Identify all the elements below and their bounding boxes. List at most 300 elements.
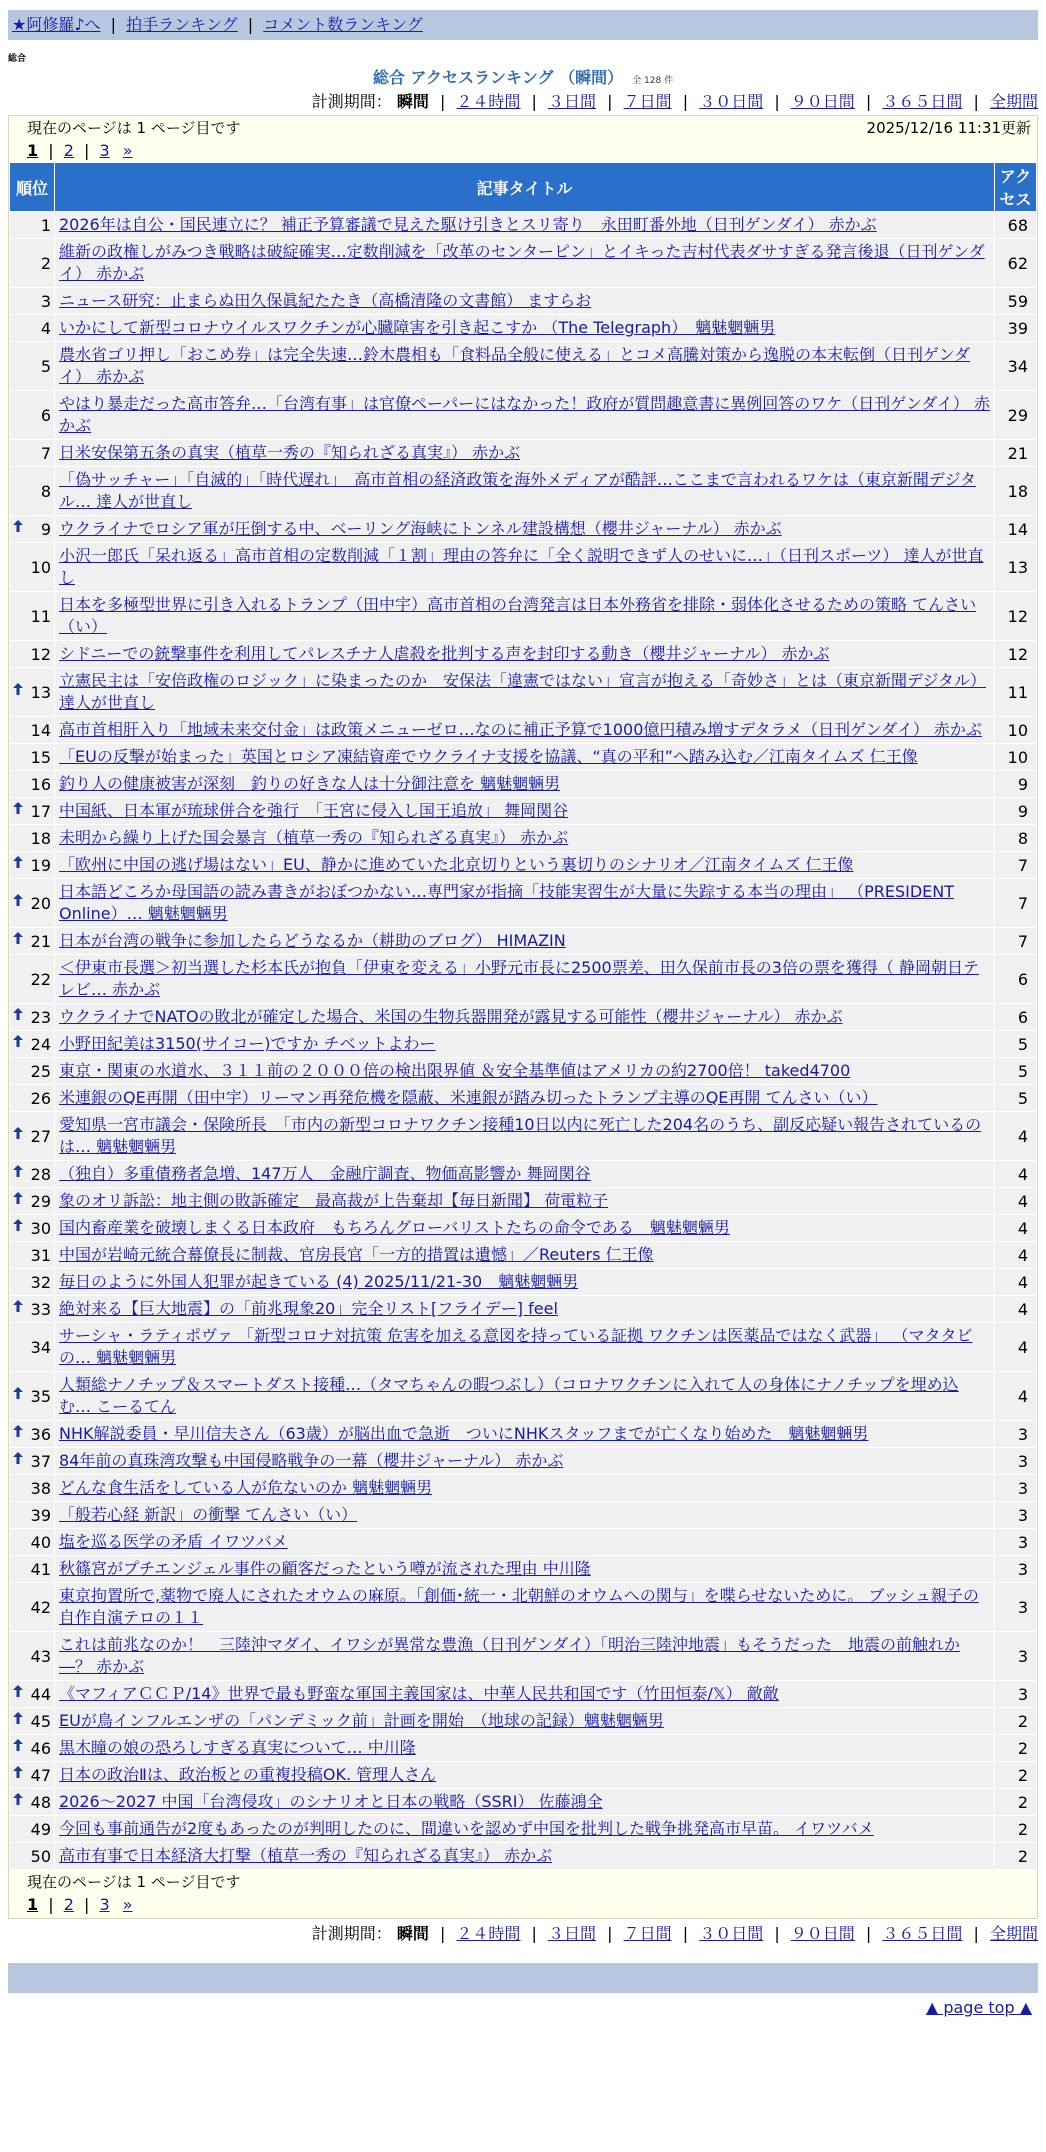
title-cell: [55, 1789, 995, 1816]
rank-cell: [10, 1323, 55, 1372]
title-cell: [55, 1529, 995, 1556]
ranking-table-body: [10, 212, 1037, 1870]
period-separator: |: [607, 92, 613, 111]
pager-current-page: 1: [27, 141, 39, 160]
article-link[interactable]: 毎日のように外国人犯罪が起きている (4) 2025/11/21-30 魑魅魍魎男: [59, 1272, 579, 1291]
rank-cell: [10, 1242, 55, 1269]
title-cell: [55, 1112, 995, 1161]
article-link[interactable]: 高市有事で日本経済大打撃（植草一秀の『知られざる真実』） 赤かぶ: [59, 1846, 553, 1865]
title-cell: [55, 1031, 995, 1058]
article-link[interactable]: 未明から繰り上げた国会暴言（植草一秀の『知られざる真実』） 赤かぶ: [59, 828, 569, 847]
title-cell: [55, 955, 995, 1004]
article-link[interactable]: 小沢一郎氏「呆れ返る」高市首相の定数削減「１割」理由の答弁に「全く説明できず人のせいに…」（日刊スポーツ） 達人が世直し: [59, 546, 984, 587]
updated-timestamp: 2025/12/16 11:31更新: [866, 119, 1031, 137]
access-count: 3: [995, 1502, 1037, 1529]
title-cell: [55, 1296, 995, 1323]
rank-cell: [10, 1161, 55, 1188]
table-row: [10, 1843, 1037, 1870]
table-row: [10, 717, 1037, 744]
up-arrow-icon: [11, 1192, 23, 1208]
nav-link-applause-ranking[interactable]: 拍手ランキング: [126, 15, 238, 34]
article-link[interactable]: 東京・関東の水道水、３１１前の２０００倍の検出限界値 ＆安全基準値はアメリカの約2700倍！ taked4700: [59, 1061, 851, 1080]
rank-number: 36: [30, 1424, 51, 1444]
access-count: 9: [995, 771, 1037, 798]
title-cell: [55, 315, 995, 342]
rank-cell: [10, 1296, 55, 1323]
article-link[interactable]: 日本語どころか母国語の読み書きがおぼつかない…専門家が指摘「技能実習生が大量に失踪する本当の理由」 （PRESIDENT Online）… 魑魅魍魎男: [59, 882, 955, 923]
title-cell: [55, 1708, 995, 1735]
table-row: [10, 212, 1037, 239]
period-link-3d[interactable]: ３日間: [548, 92, 597, 111]
article-link[interactable]: ニュース研究：止まらぬ田久保眞紀たたき（高橋清隆の文書館） ますらお: [59, 291, 592, 310]
pager-current-page-bottom: 1: [27, 1895, 39, 1914]
table-row: [10, 852, 1037, 879]
rank-cell: [10, 717, 55, 744]
up-arrow-icon: [11, 1387, 23, 1403]
article-link[interactable]: 日米安保第五条の真実（植草一秀の『知られざる真実』） 赤かぶ: [59, 443, 521, 462]
access-count: 9: [995, 798, 1037, 825]
rank-number: 6: [40, 405, 51, 425]
period-link-90d[interactable]: ９０日間: [790, 92, 855, 111]
rank-cell: [10, 955, 55, 1004]
title-cell: [55, 1215, 995, 1242]
period-link-3d-bottom[interactable]: ３日間: [548, 1924, 597, 1943]
article-link[interactable]: サーシャ・ラティポヴァ 「新型コロナ対抗策 危害を加える意図を持っている証拠 ワクチンは医薬品ではなく武器」 （マタタビの… 魑魅魍魎男: [59, 1326, 973, 1367]
access-count: 4: [995, 1372, 1037, 1421]
pager-status-bottom: 現在のページは 1 ページ目です: [27, 1873, 241, 1891]
access-count: 4: [995, 1215, 1037, 1242]
rank-number: 12: [30, 644, 51, 664]
access-count: 14: [995, 516, 1037, 543]
table-row: [10, 1372, 1037, 1421]
nav-separator: |: [110, 15, 117, 34]
table-row: [10, 825, 1037, 852]
up-arrow-icon: [11, 1300, 23, 1316]
period-selector-top: [8, 91, 1038, 113]
article-link[interactable]: 「欧州に中国の逃げ場はない」EU、静かに進めていた北京切りという裏切りのシナリオ／江南タイムズ 仁王像: [59, 855, 854, 874]
up-arrow-icon: [11, 1712, 23, 1728]
rank-number: 16: [30, 774, 51, 794]
article-link[interactable]: 中国紙、日本軍が琉球併合を強行 「王宮に侵入し国王追放」 舞岡関谷: [59, 801, 569, 820]
article-link[interactable]: これは前兆なのか！ 三陸沖マダイ、イワシが異常な豊漁（日刊ゲンダイ）「明治三陸沖地震」もそうだった 地震の前触れか―？ 赤かぶ: [59, 1635, 960, 1676]
rank-cell: [10, 1448, 55, 1475]
title-cell: [55, 467, 995, 516]
table-row: [10, 239, 1037, 288]
rank-number: 17: [30, 801, 51, 821]
pager-link-page-3[interactable]: 3: [99, 141, 110, 160]
ranking-heading: [8, 67, 1038, 89]
nav-link-asyura-home[interactable]: ★阿修羅♪へ: [12, 15, 101, 34]
access-count: 4: [995, 1112, 1037, 1161]
access-count: 4: [995, 1188, 1037, 1215]
rank-cell: [10, 1112, 55, 1161]
article-link[interactable]: 高市首相肝入り「地域未来交付金」は政策メニューゼロ…なのに補正予算で1000億円積み増すデタラメ（日刊ゲンダイ） 赤かぶ: [59, 720, 982, 739]
rank-cell: [10, 1681, 55, 1708]
rank-cell: [10, 212, 55, 239]
article-link[interactable]: 今回も事前通告が2度もあったのが判明したのに、間違いを認めず中国を批判した戦争挑発高市早苗。 イワツバメ: [59, 1819, 874, 1838]
pager-status-row: [9, 116, 1037, 140]
rank-cell: [10, 668, 55, 717]
rank-number: 24: [30, 1034, 51, 1054]
title-cell: [55, 1556, 995, 1583]
rank-number: 4: [40, 318, 51, 338]
access-count: 4: [995, 1323, 1037, 1372]
pager-links: [9, 140, 1037, 162]
title-cell: [55, 516, 995, 543]
access-count: 13: [995, 543, 1037, 592]
access-count: 7: [995, 928, 1037, 955]
article-link[interactable]: シドニーでの銃撃事件を利用してパレスチナ人虐殺を批判する声を封印する動き（櫻井ジャーナル） 赤かぶ: [59, 644, 830, 663]
up-arrow-icon: [11, 856, 23, 872]
period-link-365d[interactable]: ３６５日間: [882, 92, 963, 111]
title-cell: [55, 1242, 995, 1269]
rank-cell: [10, 391, 55, 440]
up-arrow-icon: [11, 1127, 23, 1143]
article-link[interactable]: 立憲民主は「安倍政権のロジック」に染まったのか 安保法「違憲ではない」宣言が抱える「奇妙さ」とは（東京新聞デジタル） 達人が世直し: [59, 671, 987, 712]
article-link[interactable]: 国内畜産業を破壊しまくる日本政府 もちろんグローバリストたちの命令である 魑魅魍魎男: [59, 1218, 730, 1237]
rank-number: 2: [40, 253, 51, 273]
title-cell: [55, 879, 995, 928]
pager-link-page-2-bottom[interactable]: 2: [63, 1895, 74, 1914]
article-link[interactable]: 「EUの反撃が始まった」英国とロシア凍結資産でウクライナ支援を協議、“真の平和”へ踏み込む／江南タイムズ 仁王像: [59, 747, 918, 766]
title-cell: [55, 1681, 995, 1708]
access-count: 2: [995, 1789, 1037, 1816]
section-label: 総合: [8, 54, 27, 64]
rank-number: 22: [30, 969, 51, 989]
table-row: [10, 928, 1037, 955]
table-row: [10, 391, 1037, 440]
table-row: [10, 798, 1037, 825]
rank-cell: [10, 516, 55, 543]
access-count: 62: [995, 239, 1037, 288]
pager-separator: |: [48, 141, 54, 160]
title-cell: [55, 852, 995, 879]
access-count: 3: [995, 1448, 1037, 1475]
access-count: 21: [995, 440, 1037, 467]
access-count: 8: [995, 825, 1037, 852]
rank-number: 41: [30, 1559, 51, 1579]
rank-number: 39: [30, 1505, 51, 1525]
up-arrow-icon: [11, 1219, 23, 1235]
access-count: 2: [995, 1843, 1037, 1870]
rank-number: 11: [30, 606, 51, 626]
pager-status-row-bottom: [9, 1870, 1037, 1894]
period-link-all[interactable]: 全期間: [989, 92, 1038, 111]
pager-top: [8, 115, 1038, 1919]
table-row: [10, 1188, 1037, 1215]
access-count: 4: [995, 1296, 1037, 1323]
article-link[interactable]: 塩を巡る医学の矛盾 イワツバメ: [59, 1532, 288, 1551]
rank-number: 44: [30, 1684, 51, 1704]
article-link[interactable]: 絶対来る【巨大地震】の「前兆現象20」完全リスト[フライデー] feel: [59, 1299, 558, 1318]
table-row: [10, 1816, 1037, 1843]
article-link[interactable]: （独自）多重債務者急増、147万人 金融庁調査、物価高影響か 舞岡関谷: [59, 1164, 591, 1183]
up-arrow-icon: [11, 1685, 23, 1701]
period-separator: |: [973, 1924, 979, 1943]
rank-cell: [10, 467, 55, 516]
up-arrow-icon: [11, 1739, 23, 1755]
table-row: [10, 641, 1037, 668]
period-link-24h[interactable]: ２４時間: [456, 92, 521, 111]
period-separator: |: [774, 92, 780, 111]
title-cell: [55, 717, 995, 744]
rank-number: 14: [30, 720, 51, 740]
rank-cell: [10, 1372, 55, 1421]
table-row: [10, 1269, 1037, 1296]
period-link-30d[interactable]: ３０日間: [699, 92, 764, 111]
article-link[interactable]: 「般若心経 新訳」の衝撃 てんさい（い）: [59, 1505, 358, 1524]
rank-number: 18: [30, 828, 51, 848]
period-separator: |: [973, 92, 979, 111]
access-count: 4: [995, 1242, 1037, 1269]
article-link[interactable]: やはり暴走だった高市答弁…「台湾有事」は官僚ペーパーにはなかった！政府が質問趣意書に異例回答のワケ（日刊ゲンダイ） 赤かぶ: [59, 394, 991, 435]
pager-next-link-bottom[interactable]: »: [122, 1895, 133, 1914]
pager-link-page-2[interactable]: 2: [63, 141, 74, 160]
access-count: 29: [995, 391, 1037, 440]
article-link[interactable]: 象のオリ訴訟：地主側の敗訴確定 最高裁が上告棄却【毎日新聞】 荷電粒子: [59, 1191, 609, 1210]
rank-cell: [10, 1789, 55, 1816]
article-link[interactable]: いかにして新型コロナウイルスワクチンが心臓障害を引き起こすか （The Telegraph） 魑魅魍魎男: [59, 318, 776, 337]
title-cell: [55, 1161, 995, 1188]
article-link[interactable]: 中国が岩崎元統合幕僚長に制裁、官房長官「一方的措置は遺憾」／Reuters 仁王像: [59, 1245, 654, 1264]
rank-number: 46: [30, 1738, 51, 1758]
article-link[interactable]: 《マフィアＣＣＰ/14》世界で最も野蛮な軍国主義国家は、中華人民共和国です（竹田恒泰/𝕏） 敵敵: [59, 1684, 779, 1703]
title-cell: [55, 342, 995, 391]
article-link[interactable]: 人類総ナノチップ＆スマートダスト接種…（タマちゃんの暇つぶし）（コロナワクチンに入れて人の身体にナノチップを埋め込む… こーるてん: [59, 1375, 959, 1416]
article-link[interactable]: 日本が台湾の戦争に参加したらどうなるか（耕助のブログ） HIMAZIN: [59, 931, 566, 950]
rank-number: 7: [40, 443, 51, 463]
rank-cell: [10, 1475, 55, 1502]
rank-number: 33: [30, 1299, 51, 1319]
table-row: [10, 879, 1037, 928]
rank-number: 5: [40, 356, 51, 376]
rank-number: 30: [30, 1218, 51, 1238]
pager-link-page-3-bottom[interactable]: 3: [99, 1895, 110, 1914]
rank-number: 26: [30, 1088, 51, 1108]
rank-number: 43: [30, 1646, 51, 1666]
rank-cell: [10, 1502, 55, 1529]
access-count: 3: [995, 1681, 1037, 1708]
rank-number: 29: [30, 1191, 51, 1211]
title-cell: [55, 1735, 995, 1762]
rank-number: 35: [30, 1386, 51, 1406]
rank-cell: [10, 1085, 55, 1112]
rank-cell: [10, 1269, 55, 1296]
up-arrow-icon: [11, 894, 23, 910]
title-cell: [55, 592, 995, 641]
page-top-row: [8, 1993, 1038, 2023]
period-link-7d[interactable]: ７日間: [623, 92, 672, 111]
period-current-bottom: 瞬間: [396, 1924, 429, 1943]
rank-number: 15: [30, 747, 51, 767]
article-link[interactable]: 小野田紀美は3150(サイコー)ですか チベットよわー: [59, 1034, 436, 1053]
access-count: 11: [995, 668, 1037, 717]
rank-cell: [10, 592, 55, 641]
rank-cell: [10, 825, 55, 852]
rank-number: 38: [30, 1478, 51, 1498]
up-arrow-icon: [11, 1425, 23, 1441]
table-row: [10, 288, 1037, 315]
access-count: 6: [995, 1004, 1037, 1031]
access-count: 4: [995, 1161, 1037, 1188]
article-link[interactable]: 農水省ゴリ押し「おこめ券」は完全失速…鈴木農相も「食料品全般に使える」とコメ高騰対策から逸脱の本末転倒（日刊ゲンダイ） 赤かぶ: [59, 345, 971, 386]
rank-number: 10: [30, 557, 51, 577]
access-count: 2: [995, 1816, 1037, 1843]
table-row: [10, 1583, 1037, 1632]
table-row: [10, 1215, 1037, 1242]
ranking-table: [9, 162, 1037, 1870]
article-link[interactable]: ウクライナでロシア軍が圧倒する中、ベーリング海峡にトンネル建設構想（櫻井ジャーナル） 赤かぶ: [59, 519, 782, 538]
up-arrow-icon: [11, 932, 23, 948]
rank-cell: [10, 1188, 55, 1215]
access-count: 3: [995, 1583, 1037, 1632]
rank-cell: [10, 1843, 55, 1870]
access-count: 3: [995, 1556, 1037, 1583]
table-row: [10, 1296, 1037, 1323]
page-title: 総合 アクセスランキング （瞬間）: [372, 68, 624, 87]
rank-cell: [10, 239, 55, 288]
article-link[interactable]: 「偽サッチャー」「自滅的」「時代遅れ」 高市首相の経済政策を海外メディアが酷評…ここまで言われるワケは（東京新聞デジタル… 達人が世直し: [59, 470, 976, 511]
rank-number: 50: [30, 1846, 51, 1866]
page-top-link[interactable]: ▲ page top ▲: [925, 1998, 1032, 2017]
article-link[interactable]: 84年前の真珠湾攻撃も中国侵略戦争の一幕（櫻井ジャーナル） 赤かぶ: [59, 1451, 564, 1470]
title-cell: [55, 928, 995, 955]
article-link[interactable]: 米連銀のQE再開（田中宇）リーマン再発危機を隠蔽、米連銀が踏み切ったトランプ主導のQE再開 てんさい（い）: [59, 1088, 878, 1107]
article-link[interactable]: ＜伊東市長選＞初当選した杉本氏が抱負「伊東を変える」小野元市長に2500票差、田久保前市長の3倍の票を獲得（ 静岡朝日テレビ… 赤かぶ: [59, 958, 979, 999]
rank-number: 31: [30, 1245, 51, 1265]
period-separator: |: [439, 1924, 446, 1943]
period-link-30d-bottom[interactable]: ３０日間: [699, 1924, 764, 1943]
access-count: 2: [995, 1735, 1037, 1762]
rank-cell: [10, 1816, 55, 1843]
table-row: [10, 592, 1037, 641]
article-link[interactable]: 愛知県一宮市議会・保険所長 「市内の新型コロナワクチン接種10日以内に死亡した204名のうち、副反応疑い報告されているのは… 魑魅魍魎男: [59, 1115, 982, 1156]
article-link[interactable]: 2026年は自公・国民連立に？ 補正予算審議で見えた駆け引きとスリ寄り 永田町番外地（日刊ゲンダイ） 赤かぶ: [59, 215, 877, 234]
period-link-24h-bottom[interactable]: ２４時間: [456, 1924, 521, 1943]
access-count: 2: [995, 1708, 1037, 1735]
rank-cell: [10, 1215, 55, 1242]
table-row: [10, 1058, 1037, 1085]
title-cell: [55, 239, 995, 288]
up-arrow-icon: [11, 802, 23, 818]
article-link[interactable]: どんな食生活をしている人が危ないのか 魑魅魍魎男: [59, 1478, 433, 1497]
period-link-365d-bottom[interactable]: ３６５日間: [882, 1924, 963, 1943]
article-link[interactable]: ウクライナでNATOの敗北が確定した場合、米国の生物兵器開発が露見する可能性（櫻井ジャーナル） 赤かぶ: [59, 1007, 843, 1026]
article-link[interactable]: 釣り人の健康被害が深刻 釣りの好きな人は十分御注意を 魑魅魍魎男: [59, 774, 561, 793]
table-row: [10, 771, 1037, 798]
pager-next-link[interactable]: »: [122, 141, 133, 160]
article-link[interactable]: NHK解説委員・早川信夫さん（63歳）が脳出血で急逝 ついにNHKスタッフまでが亡くなり始めた 魑魅魍魎男: [59, 1424, 869, 1443]
rank-number: 13: [30, 682, 51, 702]
period-separator: |: [774, 1924, 780, 1943]
access-count: 2: [995, 1762, 1037, 1789]
rank-cell: [10, 1735, 55, 1762]
rank-cell: [10, 1708, 55, 1735]
title-cell: [55, 798, 995, 825]
access-count: 68: [995, 212, 1037, 239]
pager-links-bottom: [9, 1894, 1037, 1916]
article-link[interactable]: 日本の政治Ⅱは、政治板との重複投稿OK. 管理人さん: [59, 1765, 437, 1784]
rank-number: 40: [30, 1532, 51, 1552]
rank-cell: [10, 1556, 55, 1583]
table-row: [10, 516, 1037, 543]
period-separator: |: [865, 1924, 872, 1943]
rank-number: 23: [30, 1007, 51, 1027]
rank-number: 45: [30, 1711, 51, 1731]
rank-cell: [10, 288, 55, 315]
article-link[interactable]: 維新の政権しがみつき戦略は破綻確実…定数削減を「改革のセンターピン」とイキった吉村代表ダサすぎる発言後退（日刊ゲンダイ） 赤かぶ: [59, 242, 985, 283]
title-cell: [55, 1632, 995, 1681]
access-count: 6: [995, 955, 1037, 1004]
rank-cell: [10, 1058, 55, 1085]
title-cell: [55, 825, 995, 852]
table-row: [10, 1475, 1037, 1502]
up-arrow-icon: [11, 1452, 23, 1468]
period-link-90d-bottom[interactable]: ９０日間: [790, 1924, 855, 1943]
period-link-7d-bottom[interactable]: ７日間: [623, 1924, 672, 1943]
access-count: 5: [995, 1031, 1037, 1058]
title-cell: [55, 771, 995, 798]
title-cell: [55, 1583, 995, 1632]
rank-cell: [10, 852, 55, 879]
access-count: 4: [995, 1269, 1037, 1296]
title-cell: [55, 1475, 995, 1502]
period-separator: |: [607, 1924, 613, 1943]
title-cell: [55, 1502, 995, 1529]
title-cell: [55, 1323, 995, 1372]
footer-bar: [8, 1963, 1038, 1993]
period-current: 瞬間: [396, 92, 429, 111]
article-link[interactable]: 東京拘置所で,薬物で廃人にされたオウムの麻原。「創価･統一・北朝鮮のオウムへの関与」を喋らせないために。 ブッシュ親子の自作自演テロの１１: [59, 1586, 979, 1627]
rank-cell: [10, 928, 55, 955]
column-header-title: 記事タイトル: [55, 163, 995, 212]
article-link[interactable]: 2026～2027 中国「台湾侵攻」のシナリオと日本の戦略（SSRI） 佐藤鴻全: [59, 1792, 603, 1811]
period-link-all-bottom[interactable]: 全期間: [989, 1924, 1038, 1943]
rank-number: 27: [30, 1126, 51, 1146]
access-count: 10: [995, 744, 1037, 771]
article-link[interactable]: 秋篠宮がプチエンジェル事件の顧客だったという噂が流された理由 中川隆: [59, 1559, 591, 1578]
rank-number: 47: [30, 1765, 51, 1785]
title-cell: [55, 1843, 995, 1870]
period-selector-bottom: [8, 1923, 1038, 1945]
period-label-bottom: 計測期間：: [311, 1924, 392, 1943]
access-count: 39: [995, 315, 1037, 342]
table-row: [10, 1112, 1037, 1161]
article-link[interactable]: 日本を多極型世界に引き入れるトランプ（田中宇）高市首相の台湾発言は日本外務省を排除・弱体化させるための策略 てんさい（い）: [59, 595, 977, 636]
title-cell: [55, 1762, 995, 1789]
table-row: [10, 668, 1037, 717]
access-count: 3: [995, 1475, 1037, 1502]
access-count: 7: [995, 852, 1037, 879]
article-link[interactable]: 黒木瞳の娘の恐ろしすぎる真実について… 中川隆: [59, 1738, 416, 1757]
access-count: 10: [995, 717, 1037, 744]
table-row: [10, 955, 1037, 1004]
rank-number: 1: [40, 215, 51, 235]
access-count: 3: [995, 1421, 1037, 1448]
title-cell: [55, 641, 995, 668]
rank-cell: [10, 1529, 55, 1556]
rank-number: 37: [30, 1451, 51, 1471]
access-count: 12: [995, 641, 1037, 668]
article-link[interactable]: EUが鳥インフルエンザの「パンデミック前」計画を開始 （地球の記録）魑魅魍魎男: [59, 1711, 664, 1730]
access-count: 18: [995, 467, 1037, 516]
access-count: 3: [995, 1529, 1037, 1556]
title-cell: [55, 1058, 995, 1085]
table-row: [10, 1632, 1037, 1681]
access-count: 5: [995, 1058, 1037, 1085]
column-header-count: アクセス: [995, 163, 1037, 212]
nav-link-comment-ranking[interactable]: コメント数ランキング: [263, 15, 423, 34]
